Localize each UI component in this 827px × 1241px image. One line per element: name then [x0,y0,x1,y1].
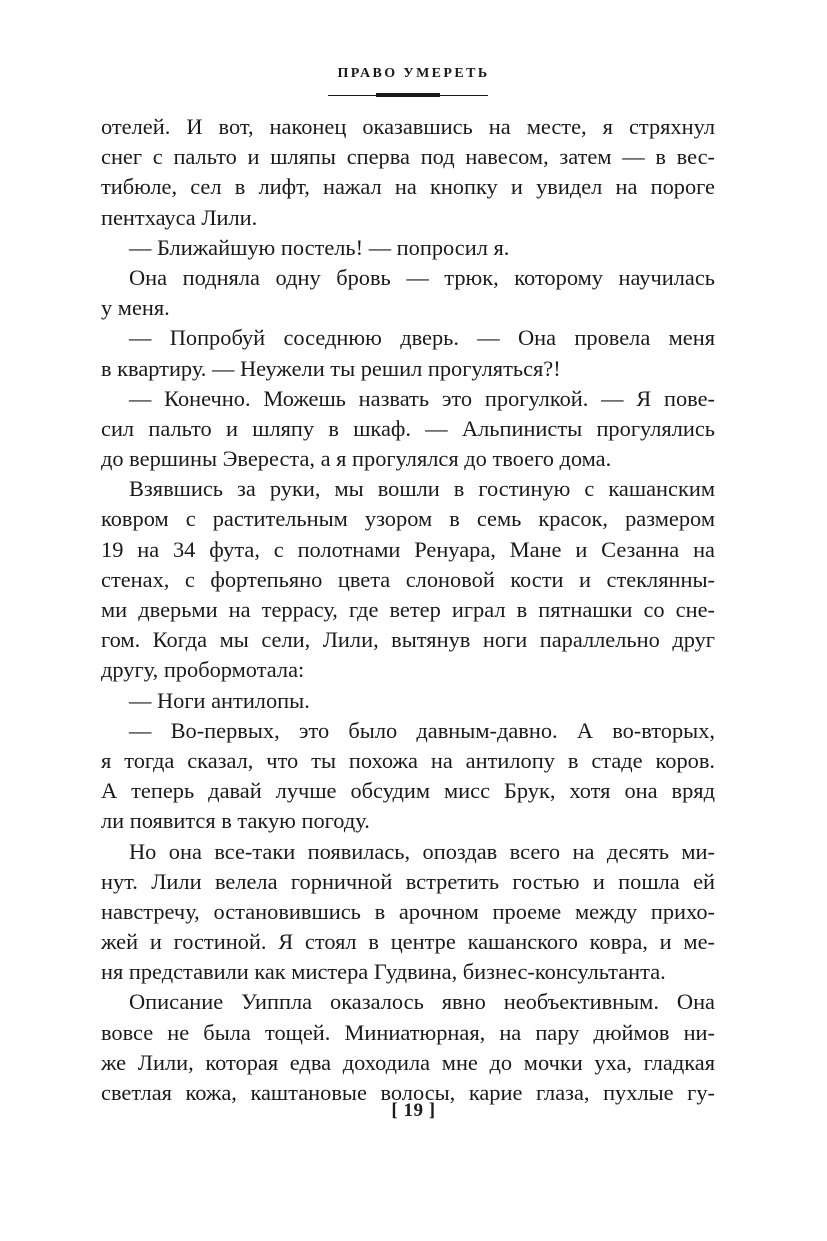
text-line: — Попробуй соседнюю дверь. — Она провела меня [129,325,715,351]
text-line: в квартиру. — Неужели ты решил прогуляться?! [101,355,561,381]
text-line: ми дверьми на террасу, где ветер играл в пятнашки со сне- [101,597,715,622]
text-line: снег с пальто и шляпы сперва под навесом, затем — в вес- [101,144,715,170]
text-line: гом. Когда мы сели, Лили, вытянув ноги параллельно друг [101,627,715,653]
header-rule-thick [376,93,440,97]
page-number: [ 19 ] [391,1100,436,1121]
running-head [0,62,827,82]
text-line: же Лили, которая едва доходила мне до мочки уха, гладкая [101,1049,715,1075]
text-line: сил пальто и шляпу в шкаф. — Альпинисты прогулялись [101,415,715,441]
text-line: А теперь давай лучше обсудим мисс Брук, хотя она вряд [101,778,715,804]
text-line: Но она все-таки появилась, опоздав всего на десять ми- [129,838,715,864]
text-line: тибюле, сел в лифт, нажал на кнопку и увидел на пороге [101,174,715,200]
text-line: светлая кожа, каштановые волосы, карие глаза, пухлые гу- [101,1080,715,1105]
header-rule [328,93,488,99]
text-line: ня представили как мистера Гудвина, бизнес-консультанта. [101,959,666,985]
text-line: пентхауса Лили. [101,204,258,230]
text-line: — Конечно. Можешь назвать это прогулкой. — Я пове- [129,385,715,411]
text-line: — Ноги антилопы. [129,687,310,713]
text-line: до вершины Эвереста, а я прогулялся до твоего дома. [101,446,612,472]
text-line: Описание Уиппла оказалось явно необъективным. Она [129,989,715,1015]
running-head-title: ПРАВО УМЕРЕТЬ [337,66,490,81]
text-line: стенах, с фортепьяно цвета слоновой кости и стеклянны- [101,566,715,592]
text-line: ковром с растительным узором в семь красок, размером [101,506,715,532]
text-line: Взявшись за руки, мы вошли в гостиную с кашанским [129,476,715,502]
text-line: — Во-первых, это было давным-давно. А во-вторых, [129,717,715,743]
text-line: у меня. [101,295,170,321]
text-line: ли появится в такую погоду. [101,808,370,834]
text-line: я тогда сказал, что ты похожа на антилопу в стаде коров. [101,747,715,773]
text-line: жей и гостиной. Я стоял в центре кашанского ковра, и ме- [101,929,715,955]
text-line: — Ближайшую постель! — попросил я. [129,234,510,260]
text-line: отелей. И вот, наконец оказавшись на месте, я стряхнул [101,114,715,139]
text-line: нут. Лили велела горничной встретить гостью и пошла ей [101,868,715,894]
text-line: навстречу, остановившись в арочном проеме между прихо- [101,898,715,924]
text-line: вовсе не была тощей. Миниатюрная, на пару дюймов ни- [101,1019,715,1045]
text-line: Она подняла одну бровь — трюк, которому научилась [129,264,715,290]
text-line: 19 на 34 фута, с полотнами Ренуара, Мане и Сезанна на [101,536,715,562]
body-text [101,112,715,1108]
text-line: другу, пробормотала: [101,657,305,683]
